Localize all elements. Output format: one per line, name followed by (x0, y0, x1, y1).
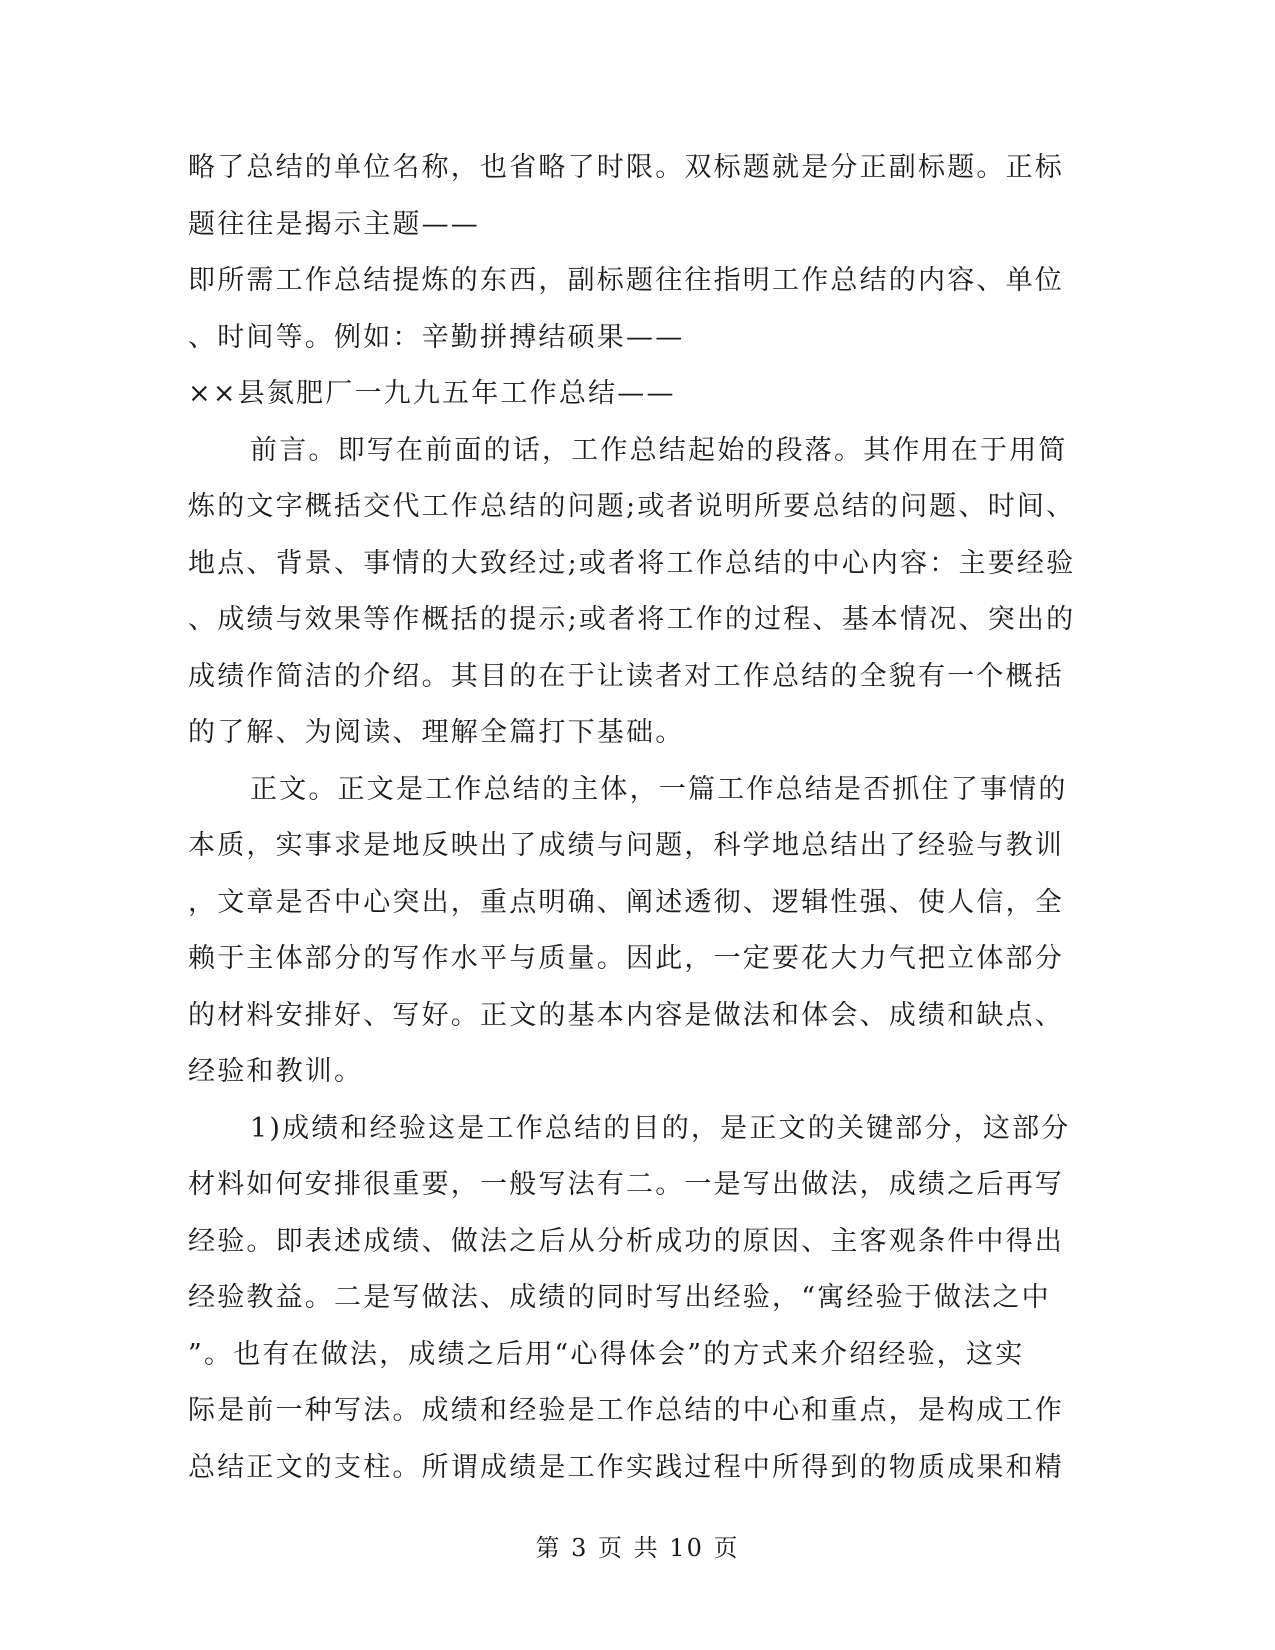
text-line: 的材料安排好、写好。正文的基本内容是做法和体会、成绩和缺点、 (188, 999, 1064, 1031)
text-line: 赖于主体部分的写作水平与质量。因此，一定要花大力气把立体部分 (188, 943, 1064, 974)
text-line: 经验教益。二是写做法、成绩的同时写出经验，“寓经验于做法之中 (188, 1282, 1051, 1313)
text-line: 成绩作简洁的介绍。其目的在于让读者对工作总结的全貌有一个概括 (188, 660, 1064, 692)
text-line: 前言。即写在前面的话，工作总结起始的段落。其作用在于用简 (250, 434, 1068, 466)
text-line: ”。也有在做法，成绩之后用“心得体会”的方式来介绍经验，这实 (188, 1338, 1025, 1370)
text-line: 1)成绩和经验这是工作总结的目的，是正文的关键部分，这部分 (250, 1112, 1071, 1144)
text-line: 炼的文字概括交代工作总结的问题;或者说明所要总结的问题、时间、 (188, 491, 1076, 522)
text-line: 题往往是揭示主题—— (188, 208, 480, 240)
text-line: 材料如何安排很重要，一般写法有二。一是写出做法，成绩之后再写 (188, 1169, 1064, 1200)
text-line: 际是前一种写法。成绩和经验是工作总结的中心和重点，是构成工作 (188, 1395, 1064, 1426)
text-line: 地点、背景、事情的大致经过;或者将工作总结的中心内容：主要经验 (188, 547, 1076, 579)
text-line: 、时间等。例如：辛勤拼搏结硕果—— (188, 321, 685, 353)
text-line: 、成绩与效果等作概括的提示;或者将工作的过程、基本情况、突出的 (188, 604, 1076, 635)
body-text (188, 140, 1076, 1496)
text-line: 即所需工作总结提炼的东西，副标题往往指明工作总结的内容、单位 (188, 265, 1064, 296)
text-line: ××县氮肥厂一九九五年工作总结—— (188, 378, 676, 409)
text-line: 的了解、为阅读、理解全篇打下基础。 (188, 717, 685, 748)
text-line: ，文章是否中心突出，重点明确、阐述透彻、逻辑性强、使人信，全 (188, 886, 1064, 918)
page-number-footer: 第 3 页 共 10 页 (535, 1534, 740, 1562)
text-line: 经验。即表述成绩、做法之后从分析成功的原因、主客观条件中得出 (188, 1225, 1064, 1257)
text-line: 正文。正文是工作总结的主体，一篇工作总结是否抓住了事情的 (250, 773, 1068, 805)
text-line: 略了总结的单位名称，也省略了时限。双标题就是分正副标题。正标 (188, 152, 1064, 183)
text-line: 本质，实事求是地反映出了成绩与问题，科学地总结出了经验与教训 (188, 830, 1064, 861)
text-line: 经验和教训。 (188, 1056, 364, 1087)
text-line: 总结正文的支柱。所谓成绩是工作实践过程中所得到的物质成果和精 (188, 1451, 1064, 1483)
